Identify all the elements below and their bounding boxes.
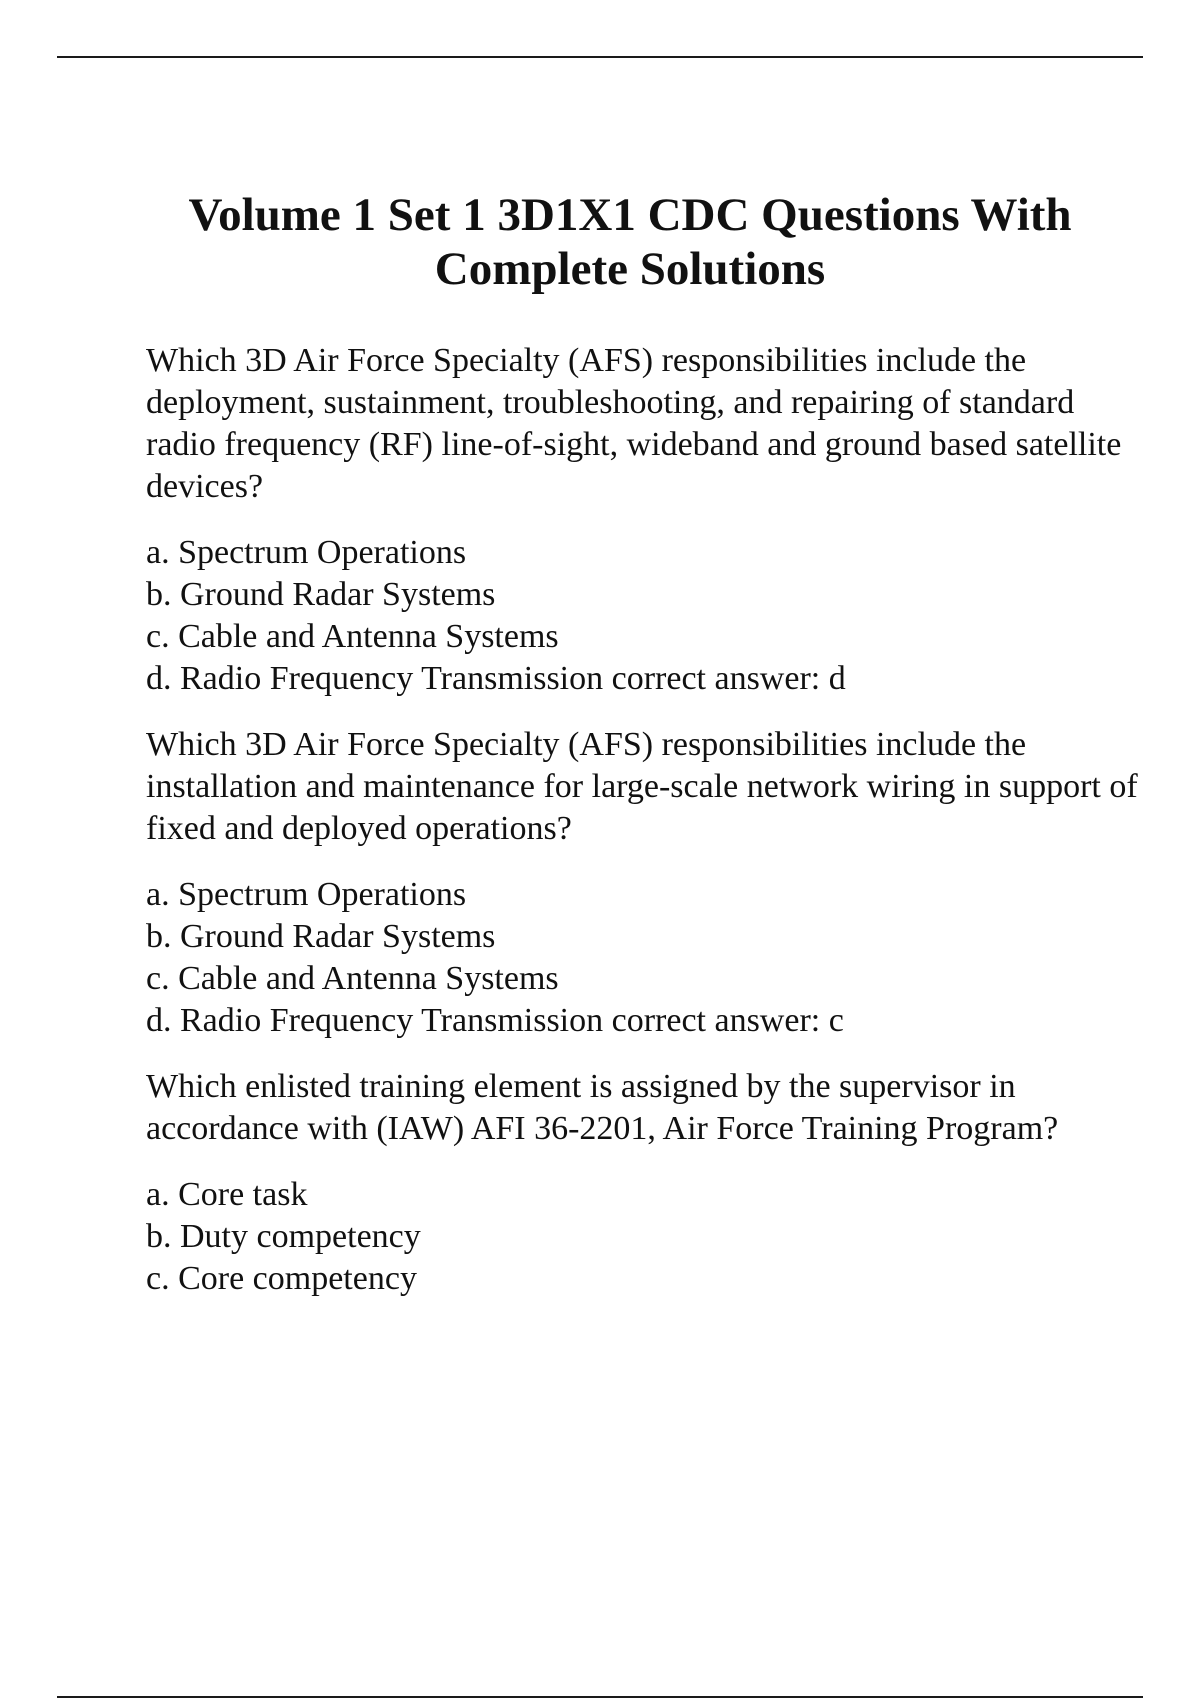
question-3-option-a: a. Core task xyxy=(146,1176,308,1213)
title-line-2: Complete Solutions xyxy=(434,243,826,295)
question-3-options xyxy=(146,1174,1146,1300)
question-3-text: Which enlisted training element is assigned by the supervisor in accordance with (IAW) AFI 36-2201, Air Force Training Program? xyxy=(146,1068,1059,1147)
question-3-option-c: c. Core competency xyxy=(146,1260,417,1297)
question-2-option-c: c. Cable and Antenna Systems xyxy=(146,960,559,997)
question-2-option-d: d. Radio Frequency Transmission correct answer: c xyxy=(146,1002,844,1039)
title-line-1: Volume 1 Set 1 3D1X1 CDC Questions With xyxy=(188,189,1072,241)
question-3-option-b: b. Duty competency xyxy=(146,1218,421,1255)
question-1-option-c: c. Cable and Antenna Systems xyxy=(146,618,559,655)
header-rule xyxy=(57,56,1143,58)
question-1-option-a: a. Spectrum Operations xyxy=(146,534,467,571)
question-2-options xyxy=(146,874,1146,1042)
question-2-text: Which 3D Air Force Specialty (AFS) responsibilities include the installation and maintenance for large-scale network wiring in support of fixed and deployed operations? xyxy=(146,726,1138,847)
question-list xyxy=(146,340,1146,1300)
question-2-option-b: b. Ground Radar Systems xyxy=(146,918,496,955)
question-1-option-b: b. Ground Radar Systems xyxy=(146,576,496,613)
question-2-option-a: a. Spectrum Operations xyxy=(146,876,467,913)
question-1-text: Which 3D Air Force Specialty (AFS) responsibilities include the deployment, sustainment, troubleshooting, and repairing of standard radio frequency (RF) line-of-sight, wideband and ground based satellite devices? xyxy=(146,342,1122,505)
question-1-options xyxy=(146,532,1146,700)
document-title xyxy=(60,188,1200,296)
question-1-option-d: d. Radio Frequency Transmission correct answer: d xyxy=(146,660,846,697)
footer-rule xyxy=(57,1696,1143,1698)
